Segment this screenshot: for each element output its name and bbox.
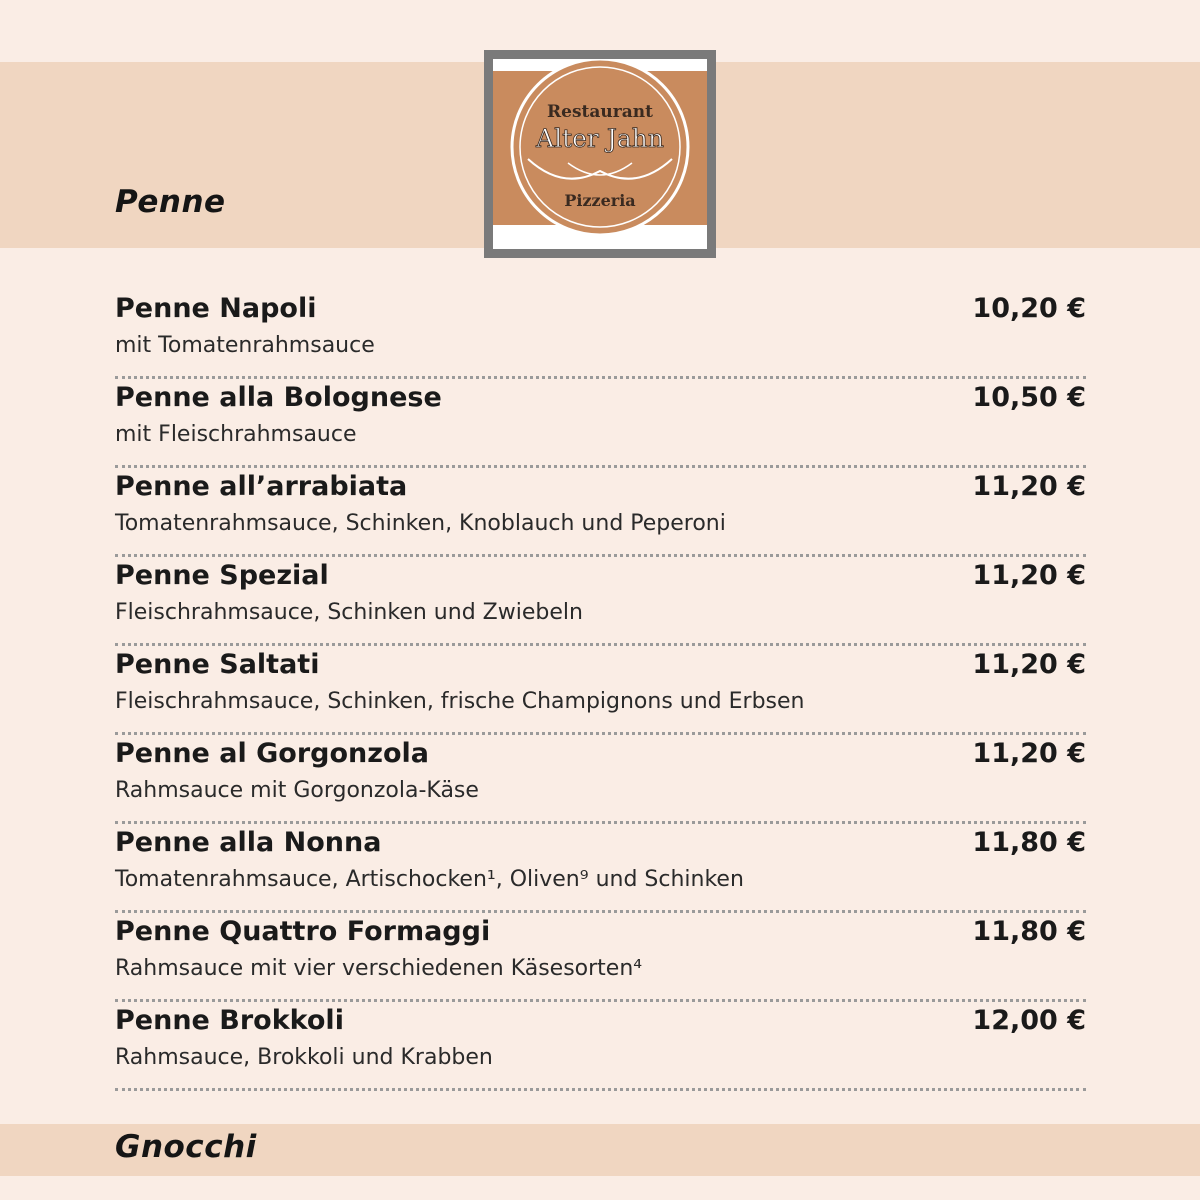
menu-item-description: Fleischrahmsauce, Schinken und Zwiebeln [115, 600, 583, 625]
menu-item-name: Penne Brokkoli [115, 1005, 344, 1036]
menu-item-name: Penne alla Nonna [115, 827, 382, 858]
menu-item-price: 11,20 € [972, 649, 1086, 680]
menu-item-price: 11,80 € [972, 916, 1086, 947]
menu-item [115, 1002, 1086, 1091]
logo-text-restaurant: Restaurant [547, 102, 653, 122]
menu-item-description: mit Fleischrahmsauce [115, 422, 357, 447]
menu-item [115, 646, 1086, 735]
menu-item-price: 11,80 € [972, 827, 1086, 858]
section-title-penne: Penne [115, 184, 226, 220]
menu-item-description: mit Tomatenrahmsauce [115, 333, 375, 358]
menu-item-name: Penne Saltati [115, 649, 320, 680]
menu-item [115, 290, 1086, 379]
menu-item-name: Penne al Gorgonzola [115, 738, 429, 769]
logo-text-name: Alter Jahn [536, 124, 664, 153]
menu-item [115, 379, 1086, 468]
menu-item-name: Penne all’arrabiata [115, 471, 408, 502]
menu-item-description: Tomatenrahmsauce, Schinken, Knoblauch und Peperoni [115, 511, 726, 536]
menu-item-name: Penne Napoli [115, 293, 317, 324]
menu-item [115, 557, 1086, 646]
menu-item-name: Penne Quattro Formaggi [115, 916, 491, 947]
restaurant-logo [484, 50, 716, 258]
menu-item-description: Fleischrahmsauce, Schinken, frische Champignons und Erbsen [115, 689, 805, 714]
menu-item-price: 10,50 € [972, 382, 1086, 413]
menu-item-price: 11,20 € [972, 471, 1086, 502]
menu-item-description: Rahmsauce mit vier verschiedenen Käsesorten⁴ [115, 956, 643, 981]
menu-item-price: 10,20 € [972, 293, 1086, 324]
menu-item [115, 913, 1086, 1002]
section-title-gnocchi: Gnocchi [115, 1129, 257, 1165]
menu-item-name: Penne alla Bolognese [115, 382, 442, 413]
menu-item-description: Tomatenrahmsauce, Artischocken¹, Oliven⁹ und Schinken [115, 867, 744, 892]
menu-item-price: 11,20 € [972, 560, 1086, 591]
menu-item [115, 468, 1086, 557]
menu-item-price: 12,00 € [972, 1005, 1086, 1036]
menu-item [115, 824, 1086, 913]
menu-list [115, 290, 1086, 1091]
menu-item-description: Rahmsauce, Brokkoli und Krabben [115, 1045, 493, 1070]
logo-text-pizzeria: Pizzeria [564, 191, 636, 210]
menu-item [115, 735, 1086, 824]
menu-item-name: Penne Spezial [115, 560, 329, 591]
menu-item-price: 11,20 € [972, 738, 1086, 769]
menu-item-description: Rahmsauce mit Gorgonzola-Käse [115, 778, 479, 803]
